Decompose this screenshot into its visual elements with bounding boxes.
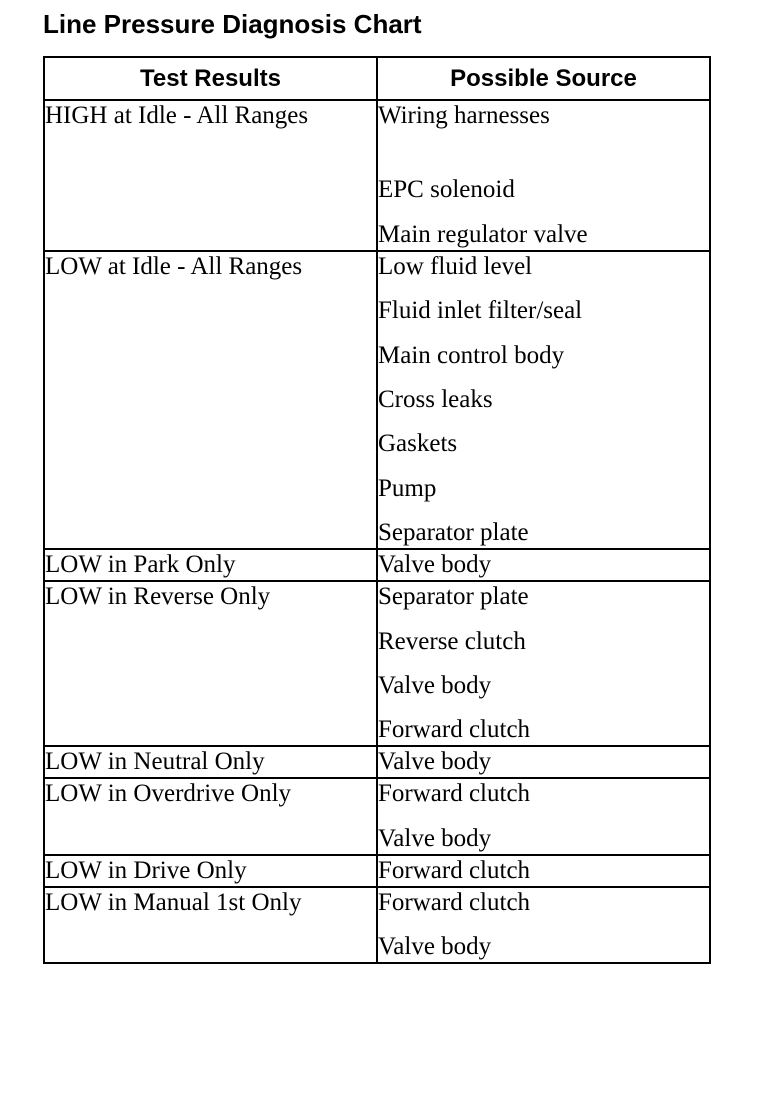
table-row xyxy=(44,251,710,549)
possible-source-cell xyxy=(377,855,710,887)
test-result-cell: LOW in Manual 1st Only xyxy=(44,887,377,963)
possible-source-cell xyxy=(377,887,710,963)
table-row xyxy=(44,778,710,854)
source-item: EPC solenoid xyxy=(378,176,515,204)
source-item: Gaskets xyxy=(378,430,458,458)
table-row xyxy=(44,581,710,746)
source-item: Valve body xyxy=(378,671,492,699)
source-item: Low fluid level xyxy=(378,252,533,280)
source-item: Main regulator valve xyxy=(378,220,588,248)
table-row xyxy=(44,100,710,251)
header-test-results: Test Results xyxy=(44,57,377,100)
table-row xyxy=(44,887,710,963)
possible-source-cell xyxy=(377,746,710,778)
test-result-cell: LOW in Neutral Only xyxy=(44,746,377,778)
source-item: Cross leaks xyxy=(378,385,493,413)
possible-source-cell xyxy=(377,100,710,251)
source-item: Valve body xyxy=(378,748,492,776)
header-row xyxy=(44,57,710,100)
source-item: Valve body xyxy=(378,933,492,961)
source-item: Separator plate xyxy=(378,519,529,547)
test-result-cell: HIGH at Idle - All Ranges xyxy=(44,100,377,251)
source-item: Separator plate xyxy=(378,583,529,611)
possible-source-cell xyxy=(377,778,710,854)
test-result-cell: LOW in Overdrive Only xyxy=(44,778,377,854)
source-item: Valve body xyxy=(378,551,492,579)
table-row xyxy=(44,855,710,887)
source-item: Pump xyxy=(378,474,437,502)
source-item: Wiring harnesses xyxy=(378,102,550,129)
source-item: Valve body xyxy=(378,824,492,852)
possible-source-cell xyxy=(377,549,710,581)
test-result-cell: LOW in Reverse Only xyxy=(44,581,377,746)
possible-source-cell xyxy=(377,251,710,549)
table-row xyxy=(44,549,710,581)
source-item: Forward clutch xyxy=(378,856,531,884)
test-result-cell: LOW in Drive Only xyxy=(44,855,377,887)
source-item: Forward clutch xyxy=(378,888,531,916)
header-possible-source: Possible Source xyxy=(377,57,710,100)
test-result-cell: LOW at Idle - All Ranges xyxy=(44,251,377,549)
test-result-cell: LOW in Park Only xyxy=(44,549,377,581)
source-item: Fluid inlet filter/seal xyxy=(378,297,583,325)
source-item: Forward clutch xyxy=(378,780,531,808)
table-row xyxy=(44,746,710,778)
source-item: Forward clutch xyxy=(378,716,531,744)
possible-source-cell xyxy=(377,581,710,746)
page-title: Line Pressure Diagnosis Chart xyxy=(43,9,422,39)
source-item: Main control body xyxy=(378,341,565,369)
source-item: Reverse clutch xyxy=(378,627,526,655)
diagnosis-table xyxy=(43,56,711,964)
